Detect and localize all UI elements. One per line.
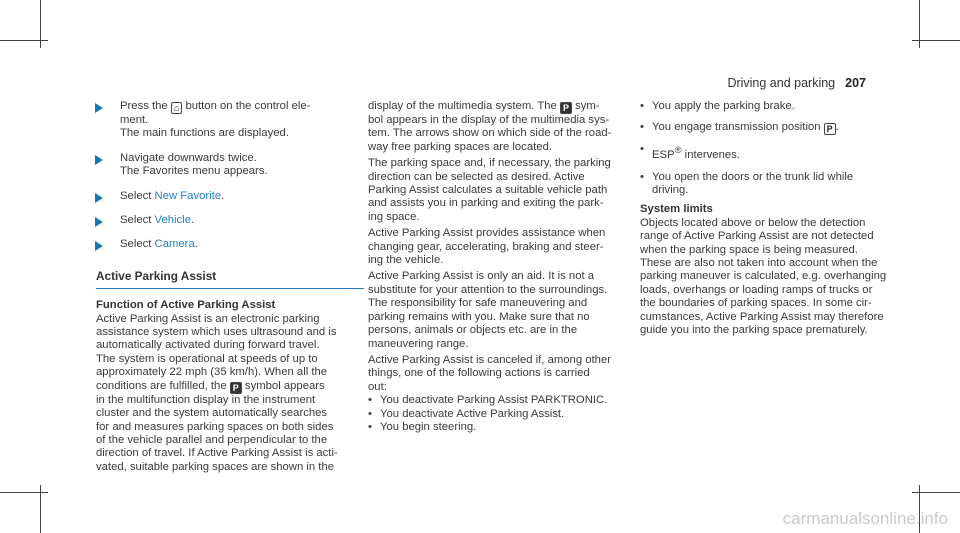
body-line: The parking space and, if necessary, the parking [368, 157, 611, 170]
body-line: automatically activated during forward travel. [96, 339, 320, 352]
body-line: tem. The arrows show on which side of the road- [368, 127, 612, 140]
step-result: The main functions are displayed. [120, 127, 289, 140]
body-line: persons, animals or objects etc. are in the [368, 324, 578, 337]
column-right [640, 100, 888, 337]
step-item [88, 190, 360, 203]
body-line: cluster and the system automatically searches [96, 407, 328, 420]
body-line: when the parking space is being measured. [640, 243, 858, 256]
body-line: The responsibility for safe maneuvering and [368, 297, 588, 310]
subsection-title: System limits [640, 203, 713, 216]
bullet-text: intervenes. [681, 149, 740, 162]
parking-assist-icon: P [560, 102, 572, 114]
body-text: sym- [575, 100, 600, 112]
body-line: cumstances, Active Parking Assist may therefore [640, 310, 884, 323]
step-arrow-icon [95, 103, 103, 113]
body-text: display of the multimedia system. The [368, 100, 557, 112]
body-line: of the vehicle parallel and perpendicular to the [96, 433, 328, 446]
step-item [88, 100, 360, 141]
subsection-title: Function of Active Parking Assist [96, 299, 276, 312]
crop-mark [912, 40, 960, 41]
transmission-p-icon: P [824, 123, 836, 135]
body-line: Active Parking Assist provides assistance when [368, 227, 606, 240]
punctuation: . [190, 214, 195, 227]
body-line: ing the vehicle. [368, 254, 444, 267]
section-divider [96, 288, 364, 289]
paragraph [368, 354, 630, 394]
section-title: Active Parking Assist [96, 268, 217, 283]
body-line: guide you into the parking space prematurely. [640, 324, 868, 337]
punctuation: . [194, 238, 198, 251]
body-line: for and measures parking spaces on both sides [96, 420, 334, 433]
step-text: Press the [120, 100, 168, 112]
crop-mark [0, 40, 48, 41]
body-line: changing gear, accelerating, braking and steer- [368, 240, 604, 253]
body-line: way free parking spaces are located. [368, 140, 552, 153]
body-line [96, 380, 360, 394]
body-line: maneuvering range. [368, 337, 469, 350]
punctuation: . [835, 121, 839, 134]
body-line: Objects located above or below the detection [640, 216, 866, 229]
body-line: direction can be selected as desired. Active [368, 170, 585, 183]
step-text: Select [120, 189, 152, 202]
bullet-item [640, 121, 888, 135]
body-line: assistance system which uses ultrasound and is [96, 326, 337, 339]
bullet-item: • You deactivate Parking Assist PARKTRONIC. [368, 394, 630, 407]
registered-mark: ® [674, 144, 682, 156]
bullet-item: • You deactivate Active Parking Assist. [368, 408, 630, 421]
step-text: Select [120, 214, 152, 227]
bullet-item [640, 143, 888, 162]
bullet-item: • You begin steering. [368, 421, 630, 434]
paragraph [368, 270, 630, 350]
body-line: These are also not taken into account when the [640, 257, 878, 270]
body-line [368, 100, 630, 114]
body-line: range of Active Parking Assist are not detected [640, 230, 874, 243]
section-name: Driving and parking [727, 76, 836, 90]
bullet-item [640, 171, 888, 198]
body-line: loads, overhangs or loading ramps of trucks or [640, 283, 873, 296]
crop-mark [0, 492, 48, 493]
step-text: button on the control ele- [185, 100, 311, 112]
step-item [88, 238, 360, 251]
bullet-text: You engage transmission position [652, 121, 821, 134]
watermark: carmanualsonline.info [782, 509, 948, 528]
body-line: Active Parking Assist is only an aid. It is not a [368, 270, 595, 283]
parking-assist-icon: P [230, 382, 242, 394]
body-line: substitute for your attention to the surroundings. [368, 283, 608, 296]
menu-item-camera[interactable]: Camera [154, 238, 195, 251]
body-line: Parking Assist calculates a suitable vehicle path [368, 184, 608, 197]
body-line: and assists you in parking and exiting the park- [368, 197, 604, 210]
body-line: things, one of the following actions is carried [368, 367, 590, 380]
home-icon: ⌂ [171, 102, 182, 114]
crop-mark [912, 492, 960, 493]
column-middle [368, 100, 630, 434]
punctuation: . [221, 189, 225, 202]
step-arrow-icon [95, 155, 103, 165]
step-text: Navigate downwards twice. [120, 151, 257, 164]
step-arrow-icon [95, 241, 103, 251]
page-number: 207 [845, 76, 866, 90]
body-line: approximately 22 mph (35 km/h). When all the [96, 366, 328, 379]
body-text: symbol appears [244, 379, 325, 392]
body-line: Active Parking Assist is an electronic parking [96, 312, 320, 325]
body-line: ing space. [368, 210, 420, 223]
step-arrow-icon [95, 193, 103, 203]
body-line: vated, suitable parking spaces are shown in the [96, 460, 335, 473]
body-line: The system is operational at speeds of up to [96, 352, 318, 365]
body-line: out: [368, 380, 387, 393]
bullet-text: ESP [652, 149, 675, 162]
body-line: in the multifunction display in the instrument [96, 393, 316, 406]
body-line: the boundaries of parking spaces. In some cir- [640, 297, 872, 310]
menu-item-vehicle[interactable]: Vehicle [154, 214, 191, 227]
body-line: bol appears in the display of the multimedia sys- [368, 114, 610, 126]
bullet-text: • You open the doors or the trunk lid while [652, 170, 854, 183]
bullet-item: • You apply the parking brake. [640, 100, 888, 113]
body-line: parking maneuver is calculated, e.g. overhanging [640, 270, 887, 283]
body-line: direction of travel. If Active Parking Assist is acti- [96, 447, 338, 460]
page-header [727, 76, 866, 90]
step-arrow-icon [95, 217, 103, 227]
body-line: Active Parking Assist is canceled if, among other [368, 353, 611, 366]
step-text: ment. [120, 114, 149, 126]
paragraph [368, 157, 630, 224]
paragraph [368, 227, 630, 267]
step-item [88, 214, 360, 227]
function-block [88, 299, 360, 474]
step-text: Select [120, 238, 152, 251]
body-text: conditions are fulfilled, the [96, 379, 227, 392]
step-item [88, 152, 360, 179]
menu-item-new-favorite[interactable]: New Favorite [154, 189, 222, 202]
bullet-text: driving. [652, 183, 689, 196]
step-result: The Favorites menu appears. [120, 165, 268, 178]
column-left [88, 100, 360, 474]
body-line: parking remains with you. Make sure that no [368, 310, 590, 323]
